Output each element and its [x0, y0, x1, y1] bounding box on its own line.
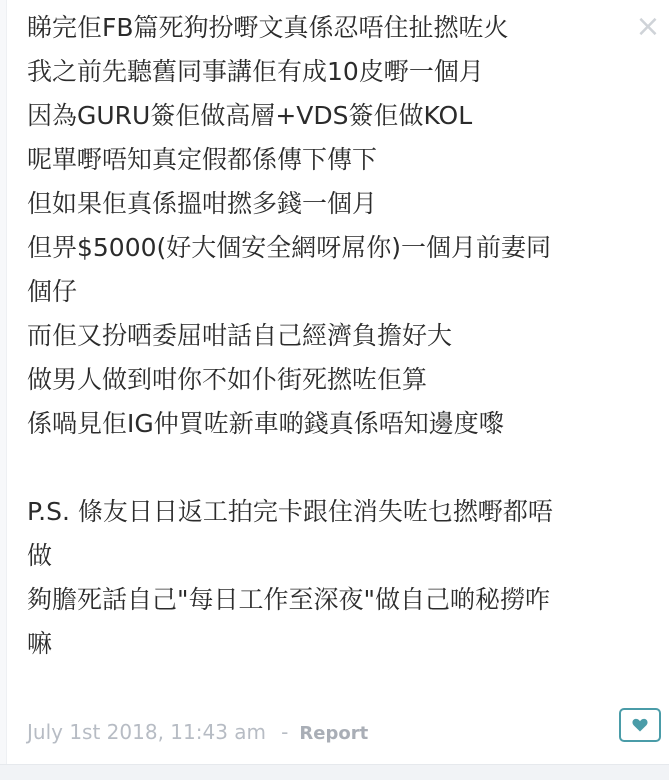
heart-icon: [632, 718, 648, 732]
post-card: [6, 0, 669, 764]
post-line: 而佢又扮哂委屈咁話自己經濟負擔好大: [27, 321, 453, 350]
post-line: 但畀$5000(好大個安全網呀屌你)一個月前妻同: [27, 233, 552, 262]
close-icon: ×: [635, 9, 661, 44]
post-line: 呢單嘢唔知真定假都係傳下傳下: [27, 145, 378, 174]
post-line: 因為GURU簽佢做高層+VDS簽佢做KOL: [27, 101, 473, 130]
report-link[interactable]: Report: [299, 723, 369, 744]
post-line: 做: [27, 541, 53, 570]
like-button[interactable]: [619, 708, 661, 742]
post-line: 睇完佢FB篇死狗扮嘢文真係忍唔住扯撚咗火: [27, 13, 509, 42]
post-body: [27, 6, 627, 666]
close-button[interactable]: [635, 9, 661, 44]
bottom-divider: [0, 764, 669, 780]
post-blank-line: [27, 446, 627, 490]
post-line: P.S. 條友日日返工拍完卡跟住消失咗乜撚嘢都唔: [27, 497, 553, 526]
post-meta: [27, 714, 368, 750]
meta-separator: -: [281, 720, 289, 744]
post-line: 夠膽死話自己"每日工作至深夜"做自己啲秘撈咋: [27, 585, 550, 614]
post-line: 嘛: [27, 629, 53, 658]
post-line: 我之前先聽舊同事講佢有成10皮嘢一個月: [27, 57, 484, 86]
post-timestamp: July 1st 2018, 11:43 am: [27, 720, 267, 744]
post-line: 但如果佢真係搵咁撚多錢一個月: [27, 189, 378, 218]
post-line: 個仔: [27, 277, 78, 306]
post-line: 係喎見佢IG仲買咗新車啲錢真係唔知邊度嚟: [27, 409, 504, 438]
post-line: 做男人做到咁你不如仆街死撚咗佢算: [27, 365, 428, 394]
